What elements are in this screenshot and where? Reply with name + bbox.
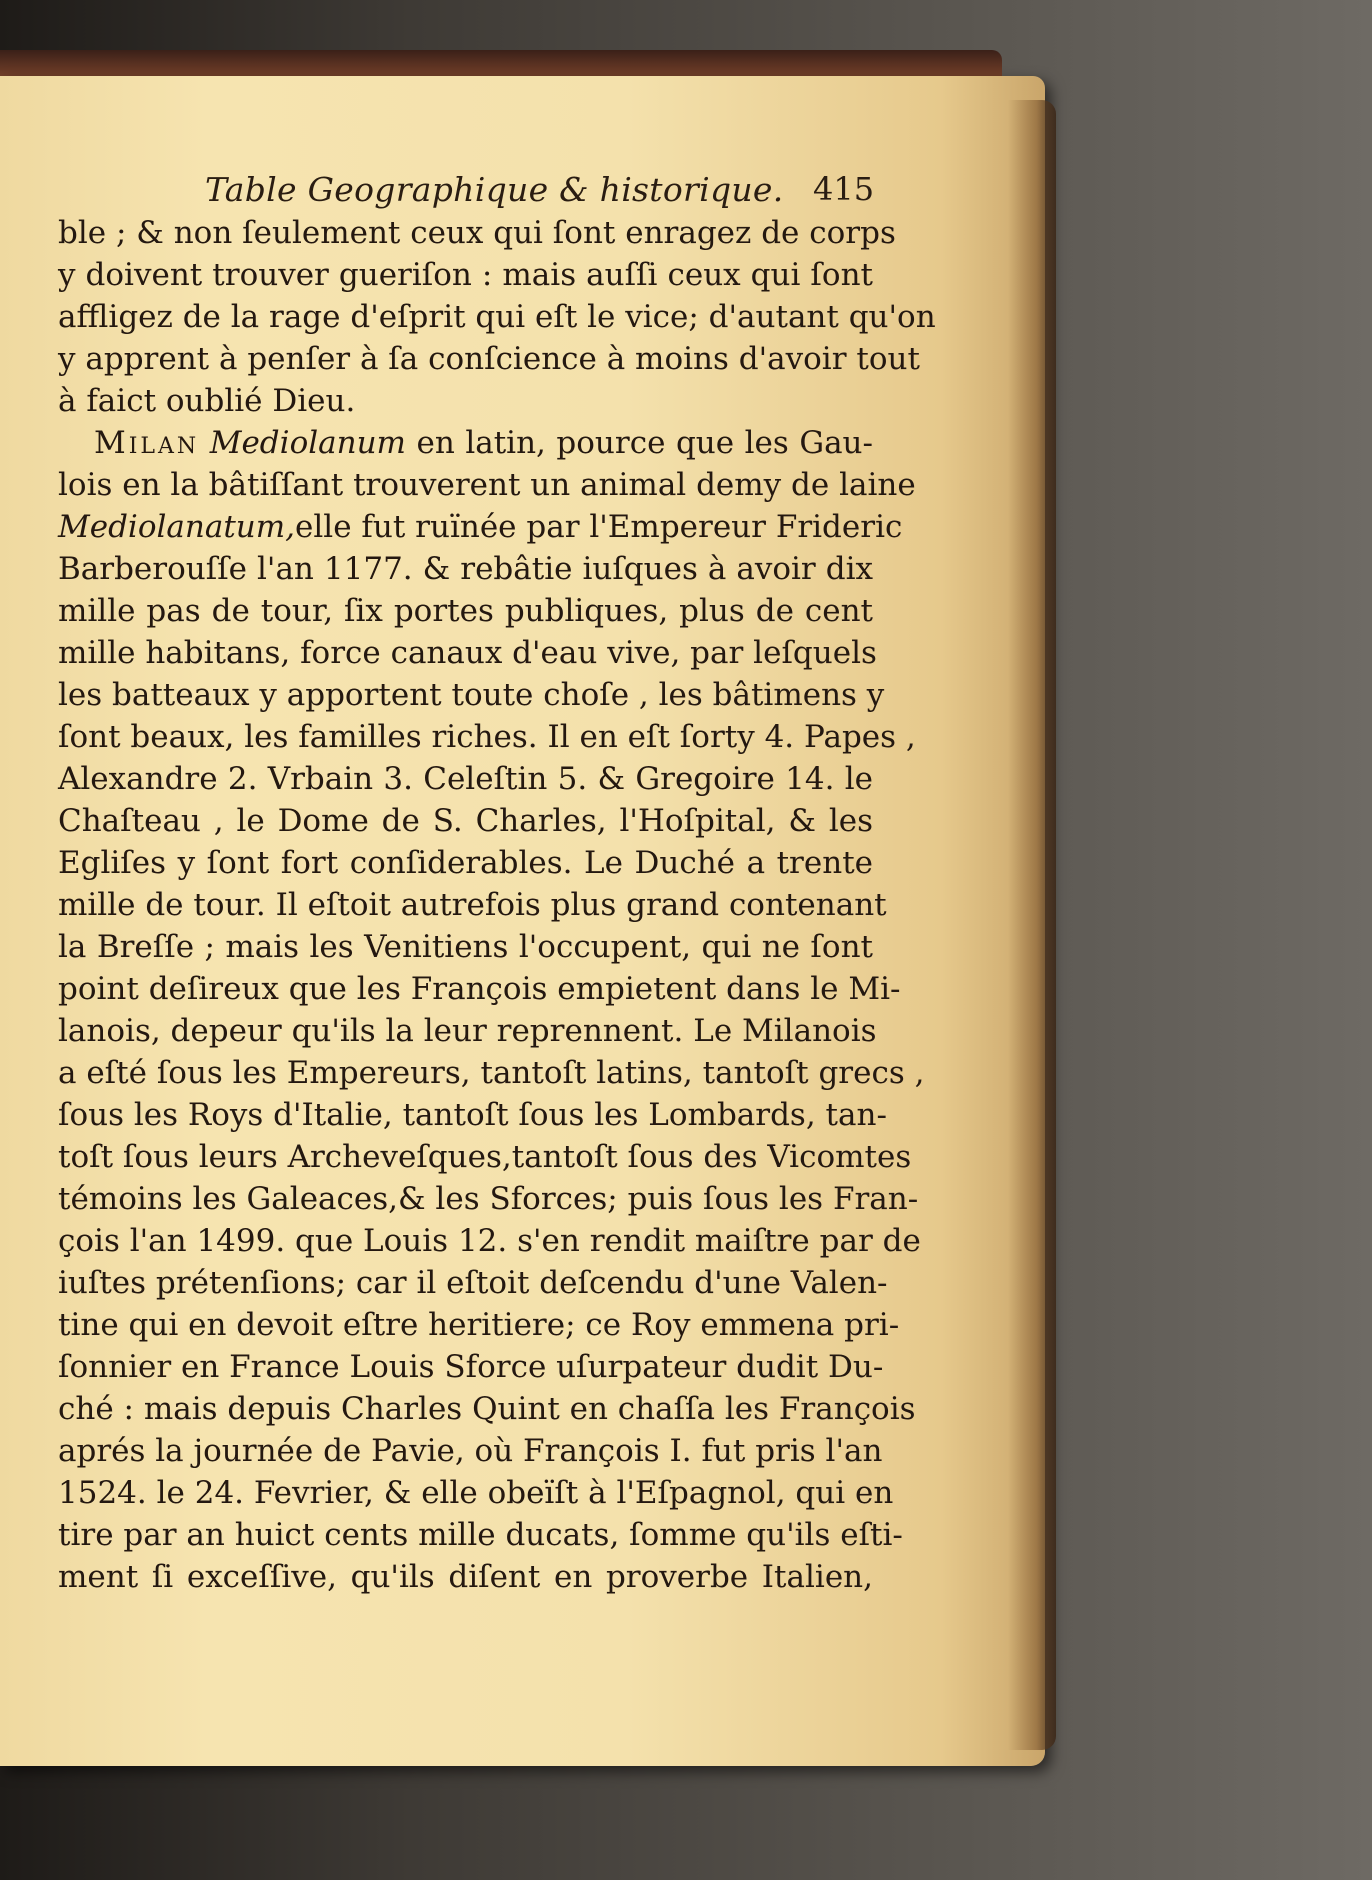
text-line: point deſireux que les François empietent dans le Mi- bbox=[58, 971, 901, 1007]
text-line: mille de tour. Il eſtoit autrefois plus grand contenant bbox=[58, 887, 887, 923]
text-line: à faict oublié Dieu. bbox=[58, 383, 356, 419]
text-line: mille pas de tour, ſix portes publiques, plus de cent bbox=[58, 593, 873, 629]
text-line: lanois, depeur qu'ils la leur reprennent. Le Milanois bbox=[58, 1013, 877, 1049]
text-line: les batteaux y apportent toute choſe , les bâtimens y bbox=[58, 677, 885, 713]
latin-animal: Mediolanatum, bbox=[58, 509, 296, 545]
text-line: Alexandre 2. Vrbain 3. Celeſtin 5. & Gregoire 14. le bbox=[58, 761, 873, 797]
latin-name: Mediolanum bbox=[209, 425, 406, 461]
text-line: la Breſſe ; mais les Venitiens l'occupent, qui ne ſont bbox=[58, 929, 873, 965]
text-line: tine qui en devoit eſtre heritiere; ce Roy emmena pri- bbox=[58, 1307, 900, 1343]
running-header bbox=[205, 166, 905, 214]
text-line: iuſtes prétenſions; car il eſtoit deſcendu d'une Valen- bbox=[58, 1265, 888, 1301]
body-text bbox=[58, 212, 936, 1598]
text-line-rest: en latin, pource que les Gau- bbox=[416, 425, 873, 461]
text-line: a eſté ſous les Empereurs, tantoſt latins, tantoſt grecs , bbox=[58, 1055, 925, 1091]
text-line: lois en la bâtiſſant trouverent un animal demy de laine bbox=[58, 467, 916, 503]
text-line: toſt ſous leurs Archeveſques,tantoſt ſous des Vicomtes bbox=[58, 1139, 912, 1175]
text-line: Chaſteau , le Dome de S. Charles, l'Hoſpital, & les bbox=[58, 803, 873, 839]
text-line: çois l'an 1499. que Louis 12. s'en rendit maiſtre par de bbox=[58, 1223, 921, 1259]
text-line: ble ; & non ſeulement ceux qui ſont enragez de corps bbox=[58, 215, 896, 251]
text-line: témoins les Galeaces,& les Sforces; puis ſous les Fran- bbox=[58, 1181, 919, 1217]
text-line: ſous les Roys d'Italie, tantoſt ſous les Lombards, tan- bbox=[58, 1097, 887, 1133]
text-line: Barberouſſe l'an 1177. & rebâtie iuſques à avoir dix bbox=[58, 551, 873, 587]
text-line: mille habitans, force canaux d'eau vive, par leſquels bbox=[58, 635, 877, 671]
text-line: aprés la journée de Pavie, où François I. fut pris l'an bbox=[58, 1433, 883, 1469]
text-line: y apprent à penſer à ſa conſcience à moins d'avoir tout bbox=[58, 341, 920, 377]
milan-heading: Milan bbox=[94, 425, 200, 461]
text-line: ſonnier en France Louis Sforce uſurpateur dudit Du- bbox=[58, 1349, 884, 1385]
text-line-milan bbox=[58, 422, 873, 464]
text-line: ment ſi exceſſive, qu'ils diſent en proverbe Italien, bbox=[58, 1559, 873, 1595]
text-line: ſont beaux, les familles riches. Il en eſt ſorty 4. Papes , bbox=[58, 719, 916, 755]
text-line-mediolanatum bbox=[58, 506, 903, 548]
text-line: 1524. le 24. Fevrier, & elle obeïſt à l'Eſpagnol, qui en bbox=[58, 1475, 894, 1511]
text-line: affligez de la rage d'eſprit qui eſt le vice; d'autant qu'on bbox=[58, 299, 936, 335]
text-line: ché : mais depuis Charles Quint en chaſſa les François bbox=[58, 1391, 916, 1427]
page-number: 415 bbox=[813, 170, 875, 208]
text-line: y doivent trouver gueriſon : mais auſſi ceux qui ſont bbox=[58, 257, 873, 293]
text-line-rest: elle fut ruïnée par l'Empereur Frideric bbox=[295, 509, 903, 545]
text-line: tire par an huict cents mille ducats, ſomme qu'ils eſti- bbox=[58, 1517, 903, 1553]
page-right-edge bbox=[1008, 100, 1056, 1750]
text-line: Egliſes y ſont fort conſiderables. Le Duché a trente bbox=[58, 845, 873, 881]
header-title: Table Geographique & historique. bbox=[205, 170, 784, 209]
